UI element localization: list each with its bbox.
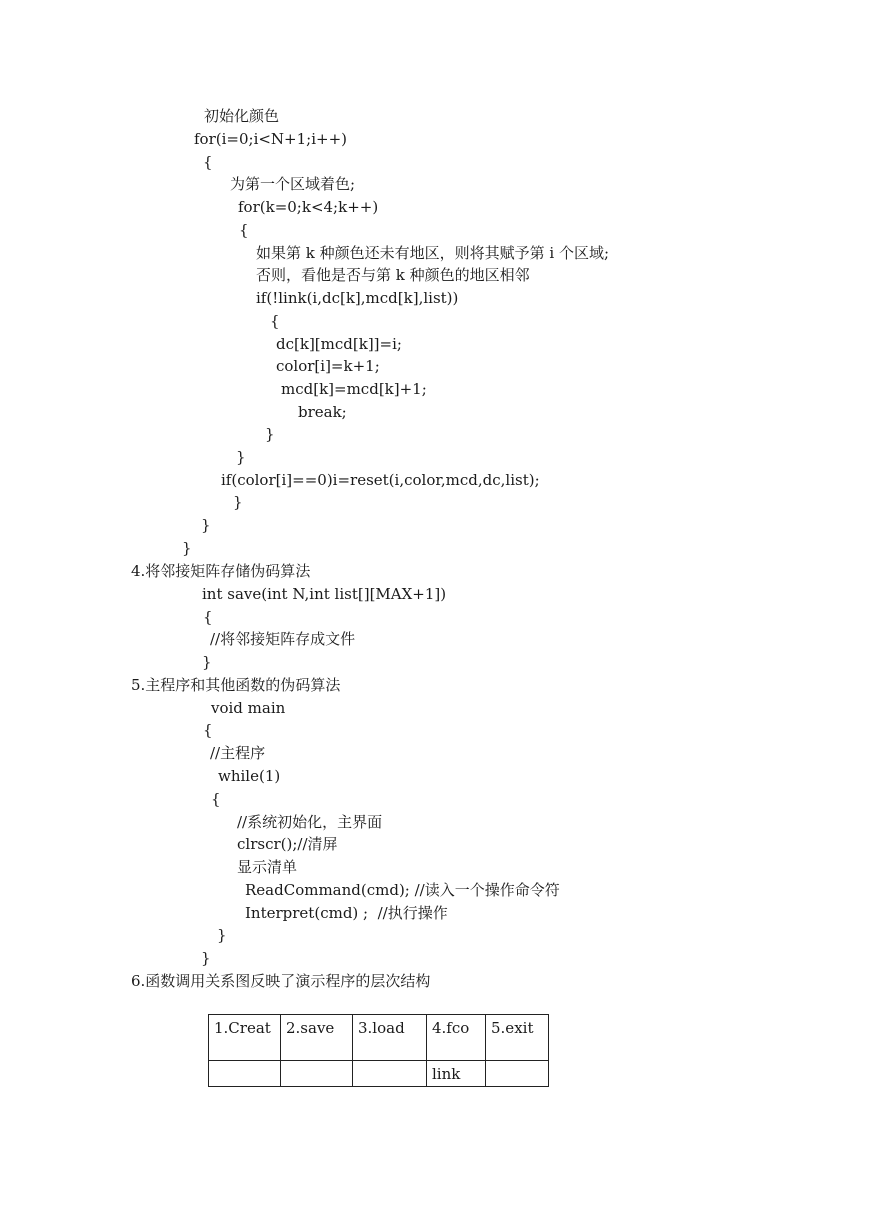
table-cell: 4.fco bbox=[427, 1015, 486, 1061]
function-call-table bbox=[208, 1014, 549, 1087]
table-row bbox=[209, 1015, 549, 1061]
code-comment: //将邻接矩阵存成文件 bbox=[210, 630, 356, 648]
code-line: } bbox=[233, 493, 243, 511]
code-line: void main bbox=[211, 699, 286, 717]
code-line: for(i=0;i<N+1;i++) bbox=[194, 130, 348, 148]
code-line: } bbox=[202, 653, 212, 671]
code-line: { bbox=[203, 153, 213, 171]
code-line: } bbox=[201, 949, 211, 967]
section-heading: 4.将邻接矩阵存储伪码算法 bbox=[131, 562, 311, 580]
code-line: Interpret(cmd) ; //执行操作 bbox=[245, 904, 448, 922]
code-line: if(!link(i,dc[k],mcd[k],list)) bbox=[256, 289, 459, 307]
table-cell bbox=[486, 1061, 549, 1087]
text-line: 否则，看他是否与第 k 种颜色的地区相邻 bbox=[256, 266, 530, 284]
code-line: { bbox=[203, 721, 213, 739]
code-line: clrscr();//清屏 bbox=[237, 835, 338, 853]
code-line: } bbox=[265, 425, 275, 443]
table-cell: link bbox=[427, 1061, 486, 1087]
code-line: } bbox=[201, 516, 211, 534]
text-line: 显示清单 bbox=[237, 858, 298, 876]
code-line: dc[k][mcd[k]]=i; bbox=[276, 335, 402, 353]
section-heading: 5.主程序和其他函数的伪码算法 bbox=[131, 676, 341, 694]
table-cell: 3.load bbox=[353, 1015, 427, 1061]
code-line: } bbox=[182, 539, 192, 557]
code-line: color[i]=k+1; bbox=[276, 357, 380, 375]
code-line: { bbox=[270, 312, 280, 330]
code-line: int save(int N,int list[][MAX+1]) bbox=[202, 585, 447, 603]
section-heading: 6.函数调用关系图反映了演示程序的层次结构 bbox=[131, 972, 431, 990]
code-line: { bbox=[211, 790, 221, 808]
code-line: for(k=0;k<4;k++) bbox=[238, 198, 379, 216]
table-cell: 2.save bbox=[281, 1015, 353, 1061]
code-line: } bbox=[217, 926, 227, 944]
code-line: { bbox=[239, 221, 249, 239]
code-line: } bbox=[236, 448, 246, 466]
table-cell bbox=[353, 1061, 427, 1087]
text-line: 初始化颜色 bbox=[204, 107, 280, 125]
code-comment: //系统初始化，主界面 bbox=[237, 813, 383, 831]
table-cell: 1.Creat bbox=[209, 1015, 281, 1061]
code-line: if(color[i]==0)i=reset(i,color,mcd,dc,list); bbox=[221, 471, 540, 489]
table-cell: 5.exit bbox=[486, 1015, 549, 1061]
table-cell bbox=[209, 1061, 281, 1087]
code-line: break; bbox=[298, 403, 347, 421]
table-cell bbox=[281, 1061, 353, 1087]
code-line: mcd[k]=mcd[k]+1; bbox=[281, 380, 427, 398]
text-line: 如果第 k 种颜色还未有地区，则将其赋予第 i 个区域; bbox=[256, 244, 610, 262]
code-line: { bbox=[203, 608, 213, 626]
code-comment: //主程序 bbox=[210, 744, 266, 762]
table-row bbox=[209, 1061, 549, 1087]
code-line: while(1) bbox=[218, 767, 281, 785]
text-line: 为第一个区域着色; bbox=[230, 175, 356, 193]
code-line: ReadCommand(cmd); //读入一个操作命令符 bbox=[245, 881, 560, 899]
